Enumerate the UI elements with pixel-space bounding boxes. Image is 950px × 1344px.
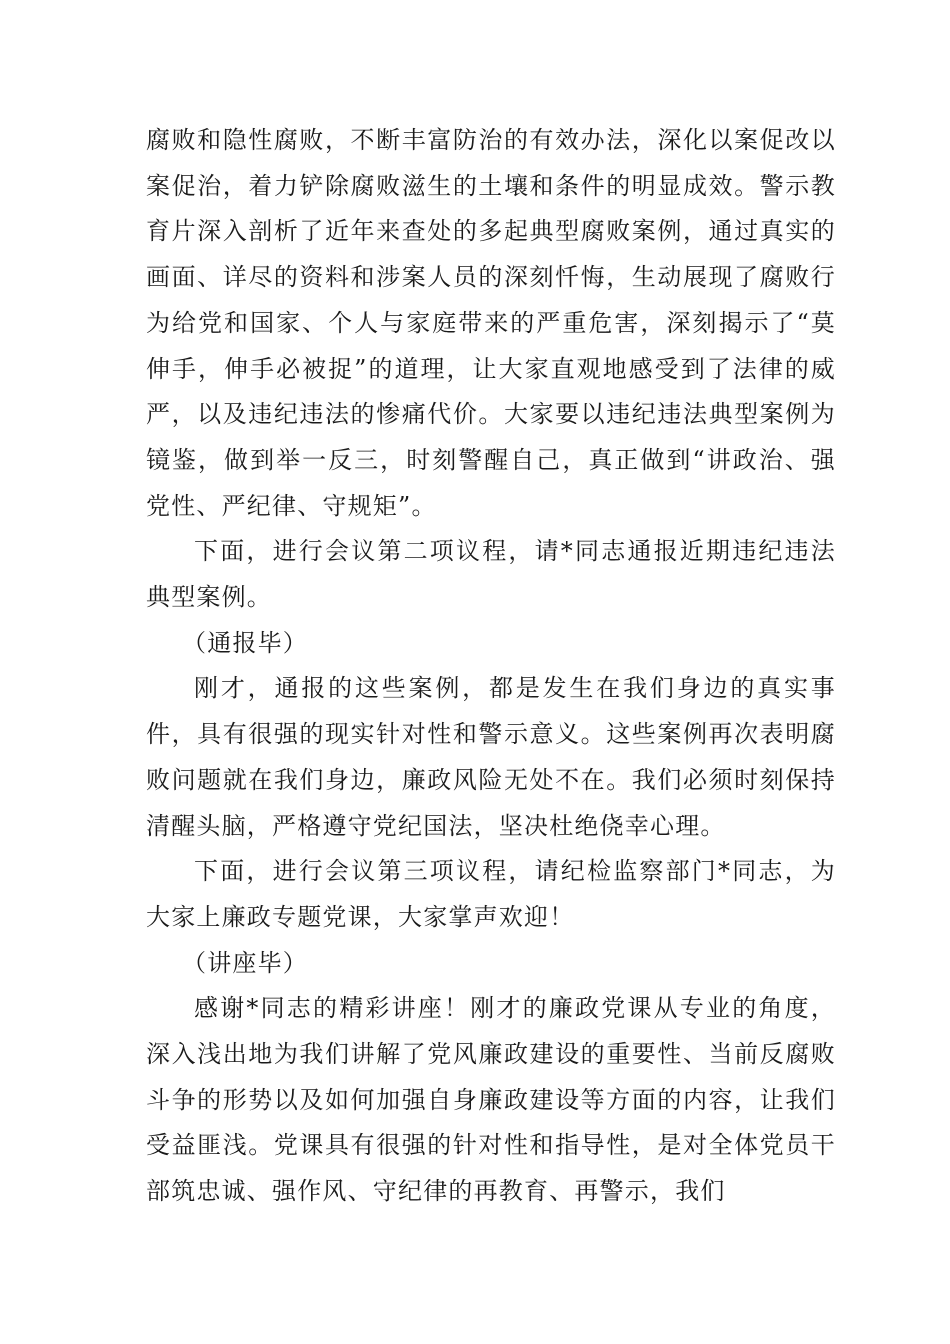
paragraph-lecture-thanks: 感谢*同志的精彩讲座！刚才的廉政党课从专业的角度，深入浅出地为我们讲解了党风廉政建设的重要性、当前反腐败斗争的形势以及如何加强自身廉政建设等方面的内容，让我们受益匪浅。党课具有很强的针对性和指导性，是对全体党员干部筑忠诚、强作风、守纪律的再教育、再警示，我们 <box>146 994 836 1206</box>
paragraph-agenda-item-three: 下面，进行会议第三项议程，请纪检监察部门*同志，为大家上廉政专题党课，大家掌声欢迎！ <box>146 857 836 931</box>
stage-note-report-finished: （通报毕） <box>182 628 308 657</box>
paragraph-continuation: 腐败和隐性腐败，不断丰富防治的有效办法，深化以案促改以案促治，着力铲除腐败滋生的土壤和条件的明显成效。警示教育片深入剖析了近年来查处的多起典型腐败案例，通过真实的画面、详尽的资料和涉案人员的深刻忏悔，生动展现了腐败行为给党和国家、个人与家庭带来的严重危害，深刻揭示了“莫伸手，伸手必被捉”的道理，让大家直观地感受到了法律的威严，以及违纪违法的惨痛代价。大家要以违纪违法典型案例为镜鉴，做到举一反三，时刻警醒自己，真正做到“讲政治、强党性、严纪律、守规矩”。 <box>146 126 836 520</box>
document-body <box>146 118 836 1215</box>
stage-note-lecture-finished: （讲座毕） <box>182 948 308 977</box>
paragraph-case-comment: 刚才，通报的这些案例，都是发生在我们身边的真实事件，具有很强的现实针对性和警示意义。这些案例再次表明腐败问题就在我们身边，廉政风险无处不在。我们必须时刻保持清醒头脑，严格遵守党纪国法，坚决杜绝侥幸心理。 <box>146 674 836 840</box>
paragraph-agenda-item-two: 下面，进行会议第二项议程，请*同志通报近期违纪违法典型案例。 <box>146 537 836 612</box>
